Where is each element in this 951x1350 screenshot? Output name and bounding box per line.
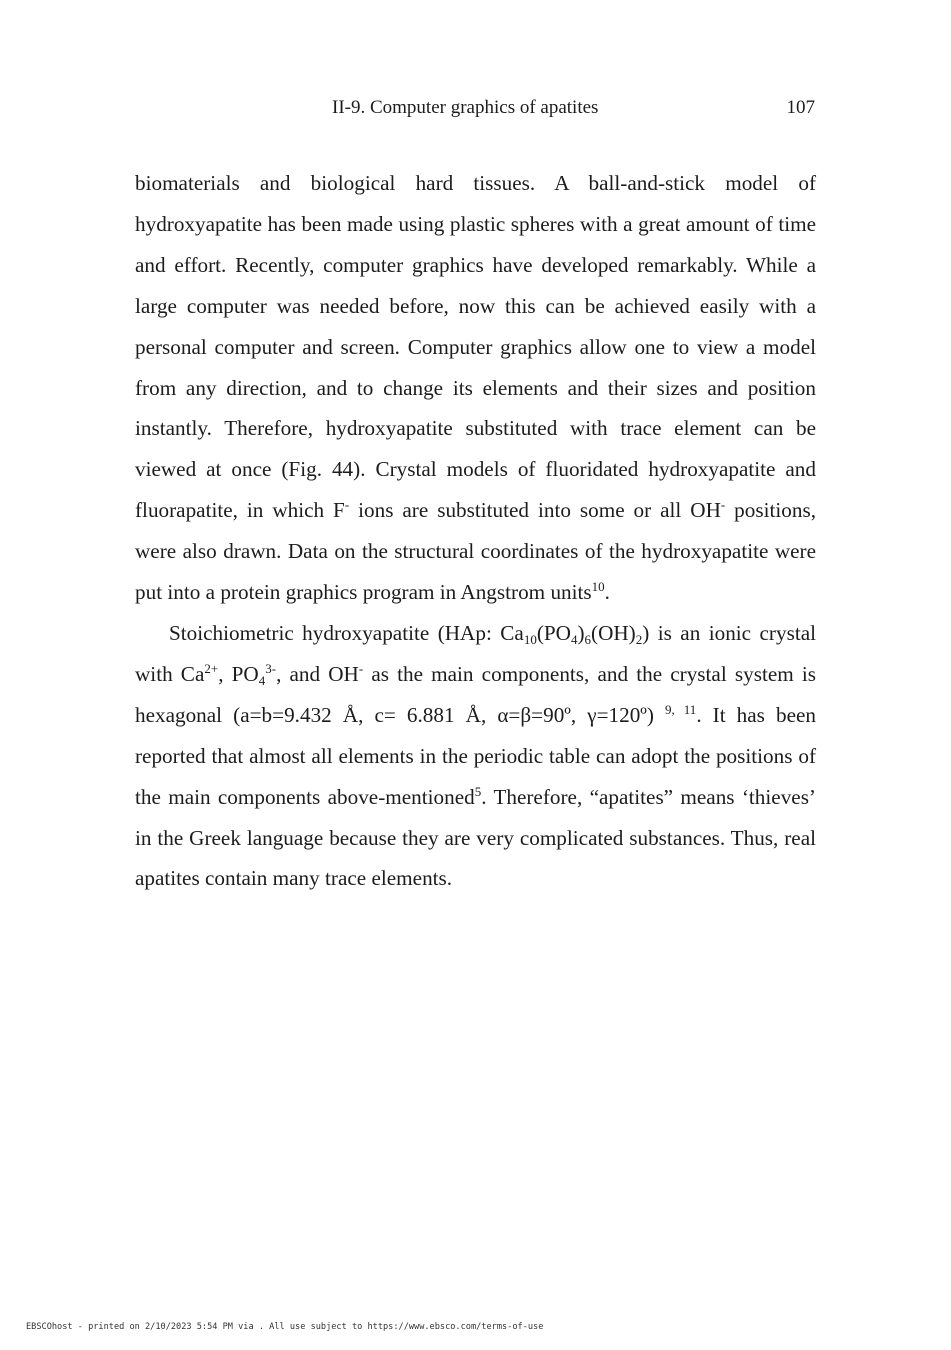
text-run: .	[604, 580, 610, 605]
text-run: ) is an ionic crystal with Ca	[135, 620, 816, 686]
text-run: positions, were also drawn. Data on the structural coordinates of the hydroxyapatite were put into a protein graphics program in Angstrom units	[135, 498, 816, 605]
subscript: 2	[635, 631, 643, 647]
text-run: (PO	[536, 620, 571, 645]
page-number: 107	[786, 97, 815, 118]
subscript: 6	[584, 631, 592, 647]
text-run: . Therefore, “apatites” means ‘thieves’ in the Greek language because they are very complicated substances. Thus, real apatites contain many trace elements.	[135, 784, 816, 891]
text-run: biomaterials and biological hard tissues. A ball-and-stick model of hydroxyapatite has been made using plastic spheres with a great amount of time and effort. Recently, computer graphics have developed remarkably. While a large computer was needed before, now this can be achieved easily with a personal computer and screen. Computer graphics allow one to view a model from any direction, and to change its elements and their sizes and position instantly. Therefore, hydroxyapatite substituted with trace element can be viewed at once (Fig. 44). Crystal models of fluoridated hydroxyapatite and fluorapatite, in which F	[135, 171, 816, 523]
text-run: (OH)	[591, 620, 636, 645]
running-title: II-9. Computer graphics of apatites	[332, 97, 599, 118]
body-text	[135, 163, 816, 899]
superscript: -	[720, 497, 726, 513]
subscript: 4	[570, 631, 578, 647]
superscript: 3-	[265, 660, 277, 676]
text-run: Stoichiometric hydroxyapatite (HAp: Ca	[169, 620, 524, 645]
text-run: , PO	[218, 661, 259, 686]
paragraph-2	[135, 613, 816, 899]
citation-ref: 5	[474, 783, 482, 799]
running-head	[0, 97, 951, 123]
print-footer: EBSCOhost - printed on 2/10/2023 5:54 PM via . All use subject to https://www.ebsco.com/terms-of-use	[26, 1322, 544, 1332]
text-run: ions are substituted into some or all OH	[349, 498, 721, 523]
text-run: as the main components, and the crystal system is hexagonal (a=b=9.432 Å, c= 6.881 Å, α=β=90º, γ=120º)	[135, 661, 816, 727]
superscript: -	[358, 660, 364, 676]
paragraph-1	[135, 163, 816, 613]
citation-ref: 9, 11	[665, 701, 697, 717]
text-run: , and OH	[276, 661, 359, 686]
subscript: 4	[258, 672, 266, 688]
subscript: 10	[523, 631, 537, 647]
citation-ref: 10	[591, 579, 605, 595]
text-run: )	[577, 620, 585, 645]
superscript: 2+	[204, 660, 219, 676]
text-run: . It has been reported that almost all elements in the periodic table can adopt the positions of the main components above-mentioned	[135, 702, 816, 809]
superscript: -	[344, 497, 350, 513]
